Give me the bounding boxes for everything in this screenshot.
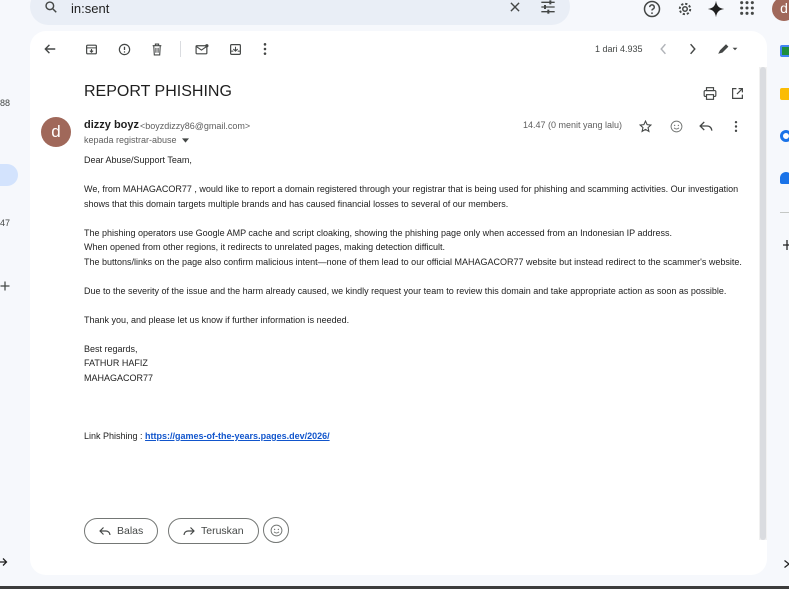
- signature-line: Best regards,: [84, 343, 138, 354]
- emoji-icon[interactable]: [666, 116, 686, 136]
- mark-unread-icon[interactable]: [192, 39, 212, 59]
- emoji-reaction-button[interactable]: [263, 517, 289, 543]
- email-timestamp: 14.47 (0 menit yang lalu): [523, 120, 623, 130]
- help-icon[interactable]: [643, 0, 663, 20]
- forward-label: Teruskan: [201, 525, 244, 537]
- signature-org: MAHAGACOR77: [84, 372, 154, 383]
- reply-icon[interactable]: [696, 116, 716, 136]
- body-paragraph: We, from MAHAGACOR77 , would like to report a domain registered through your registrar that is being used for phishing and scamming activities. Our investigation shows that this domain targets multiple brands and has caused financial losses to several of our members.: [84, 184, 739, 209]
- add-label-icon[interactable]: [0, 280, 11, 292]
- search-icon[interactable]: [44, 0, 58, 14]
- signature-name: FATHUR HAFIZ: [84, 358, 148, 368]
- archive-icon[interactable]: [81, 39, 101, 59]
- link-label: Link Phishing :: [84, 430, 146, 441]
- phishing-link-line: [84, 429, 744, 444]
- sparkle-icon[interactable]: [707, 0, 727, 20]
- phishing-link[interactable]: https://games-of-the-years.pages.dev/2026/: [145, 430, 330, 441]
- chevron-left-icon[interactable]: [653, 39, 673, 59]
- collapse-panel-icon[interactable]: [783, 559, 789, 569]
- move-to-icon[interactable]: [225, 39, 245, 59]
- search-bar[interactable]: [30, 0, 570, 25]
- body-paragraph: Due to the severity of the issue and the harm already caused, we kindly request your team to review this domain and take appropriate action as soon as possible.: [84, 285, 727, 296]
- reply-button[interactable]: [84, 518, 158, 544]
- sender-name[interactable]: dizzy boyz: [84, 119, 140, 131]
- pager-count: 1 dari 4.935: [595, 44, 643, 54]
- chevron-down-icon: [182, 138, 189, 143]
- search-input[interactable]: in:sent: [71, 1, 110, 16]
- body-greeting: Dear Abuse/Support Team,: [84, 155, 192, 165]
- sidebar-count: 88: [0, 98, 11, 108]
- scrollbar-thumb[interactable]: [760, 67, 766, 540]
- email-view: [30, 31, 767, 575]
- delete-icon[interactable]: [147, 39, 167, 59]
- sidebar-item-selected[interactable]: [0, 164, 18, 186]
- open-new-window-icon[interactable]: [727, 83, 747, 103]
- sender-email: <boyzdizzy86@gmail.com>: [140, 121, 251, 131]
- search-options-icon[interactable]: [540, 0, 556, 14]
- emoji-icon: [270, 524, 283, 537]
- side-panel-divider: [780, 212, 789, 213]
- gear-icon[interactable]: [676, 0, 696, 20]
- print-icon[interactable]: [700, 83, 720, 103]
- apps-grid-icon[interactable]: [739, 0, 759, 20]
- reply-label: Balas: [117, 525, 144, 537]
- more-vert-icon[interactable]: [726, 116, 746, 136]
- contacts-icon[interactable]: [780, 172, 789, 184]
- sidebar-count: 47: [0, 218, 11, 228]
- forward-icon: [183, 526, 195, 536]
- forward-button[interactable]: [168, 518, 259, 544]
- body-paragraph: Thank you, and please let us know if further information is needed.: [84, 314, 350, 325]
- report-spam-icon[interactable]: [114, 39, 134, 59]
- email-subject: REPORT PHISHING: [84, 83, 232, 100]
- add-addon-icon[interactable]: [782, 239, 789, 251]
- recipient-text: kepada registrar-abuse: [84, 135, 177, 145]
- body-paragraph: The buttons/links on the page also confirm malicious intent—none of them lead to our official MAHAGACOR77 website but instead redirect to the scammer's website.: [84, 256, 742, 267]
- email-body: [84, 153, 744, 443]
- body-paragraph: When opened from other regions, it redirects to unrelated pages, making detection difficult.: [84, 242, 446, 252]
- toolbar-divider: [180, 41, 181, 57]
- body-paragraph: The phishing operators use Google AMP cache and script cloaking, showing the phishing page only when accessed from an Indonesian IP address.: [84, 227, 673, 238]
- tasks-icon[interactable]: [780, 130, 789, 142]
- star-icon[interactable]: [635, 116, 655, 136]
- reply-icon: [99, 526, 111, 536]
- chevron-right-icon[interactable]: [683, 39, 703, 59]
- expand-sidebar-icon[interactable]: [0, 556, 8, 568]
- recipient-line[interactable]: [84, 135, 189, 145]
- calendar-icon[interactable]: [780, 45, 789, 57]
- account-avatar[interactable]: d: [772, 0, 789, 21]
- sender-avatar[interactable]: d: [41, 117, 71, 147]
- more-vert-icon[interactable]: [255, 39, 275, 59]
- keep-icon[interactable]: [780, 88, 789, 100]
- close-icon[interactable]: [508, 0, 522, 14]
- input-tools-icon[interactable]: [714, 39, 744, 59]
- back-arrow-icon[interactable]: [40, 39, 60, 59]
